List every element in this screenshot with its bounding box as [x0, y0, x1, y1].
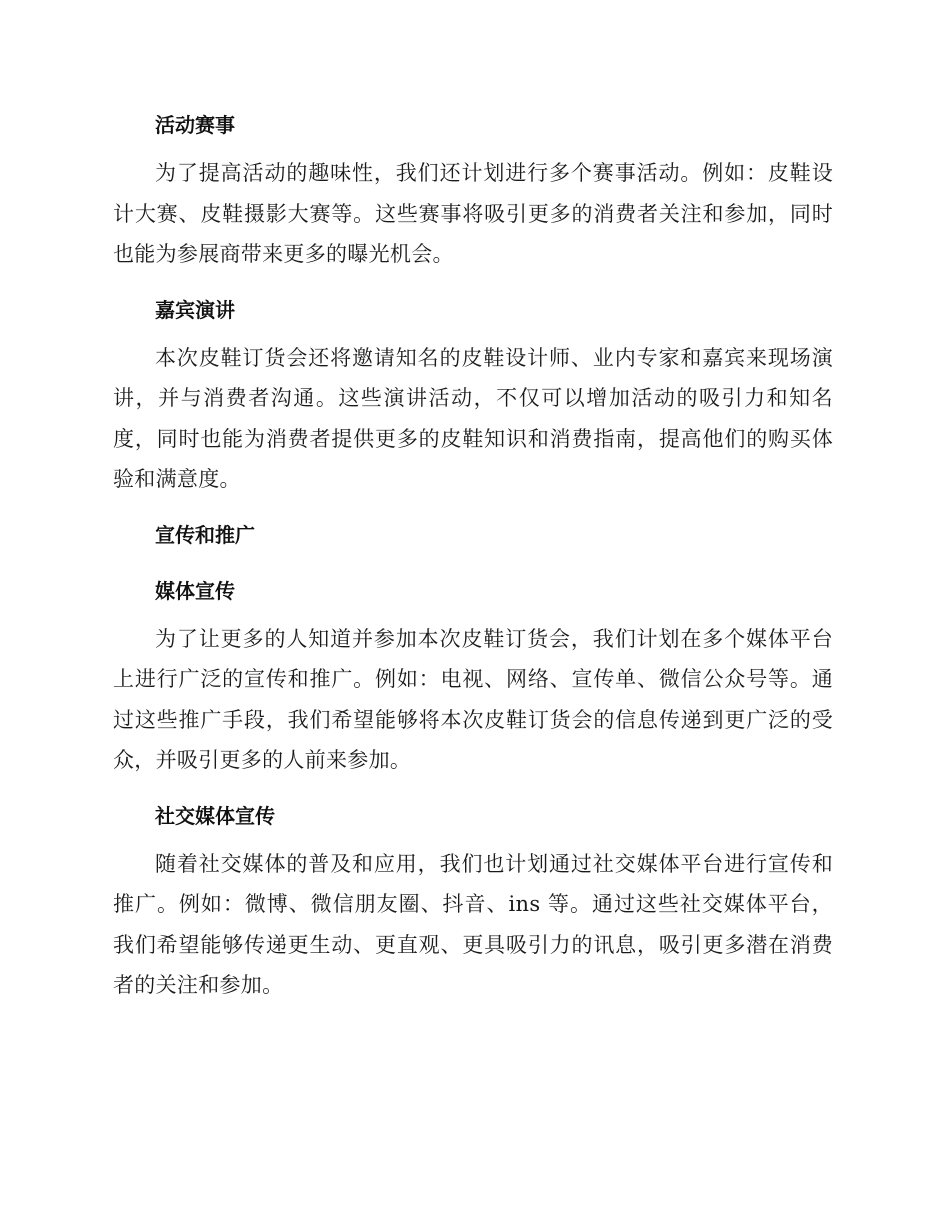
- section-paragraph-media-promotion: 为了让更多的人知道并参加本次皮鞋订货会，我们计划在多个媒体平台上进行广泛的宣传和推广。例如：电视、网络、宣传单、微信公众号等。通过这些推广手段，我们希望能够将本次皮鞋订货会的信息传递到更广泛的受众，并吸引更多的人前来参加。: [113, 626, 833, 772]
- section-paragraph-competitions: 为了提高活动的趣味性，我们还计划进行多个赛事活动。例如：皮鞋设计大赛、皮鞋摄影大赛等。这些赛事将吸引更多的消费者关注和参加，同时也能为参展商带来更多的曝光机会。: [113, 161, 833, 266]
- section-heading-social-media: 社交媒体宣传: [155, 803, 275, 828]
- section-heading-guest-speeches: 嘉宾演讲: [155, 297, 235, 322]
- section-heading-media-promotion: 媒体宣传: [155, 578, 235, 603]
- section-paragraph-guest-speeches: 本次皮鞋订货会还将邀请知名的皮鞋设计师、业内专家和嘉宾来现场演讲，并与消费者沟通。这些演讲活动，不仅可以增加活动的吸引力和知名度，同时也能为消费者提供更多的皮鞋知识和消费指南，提高他们的购买体验和满意度。: [113, 345, 833, 491]
- section-paragraph-social-media: 随着社交媒体的普及和应用，我们也计划通过社交媒体平台进行宣传和推广。例如：微博、微信朋友圈、抖音、ins 等。通过这些社交媒体平台，我们希望能够传递更生动、更直观、更具吸引力的讯息，吸引更多潜在消费者的关注和参加。: [113, 851, 833, 997]
- section-heading-promotion: 宣传和推广: [155, 522, 255, 547]
- section-heading-competitions: 活动赛事: [155, 113, 235, 137]
- document-page: [113, 110, 833, 1006]
